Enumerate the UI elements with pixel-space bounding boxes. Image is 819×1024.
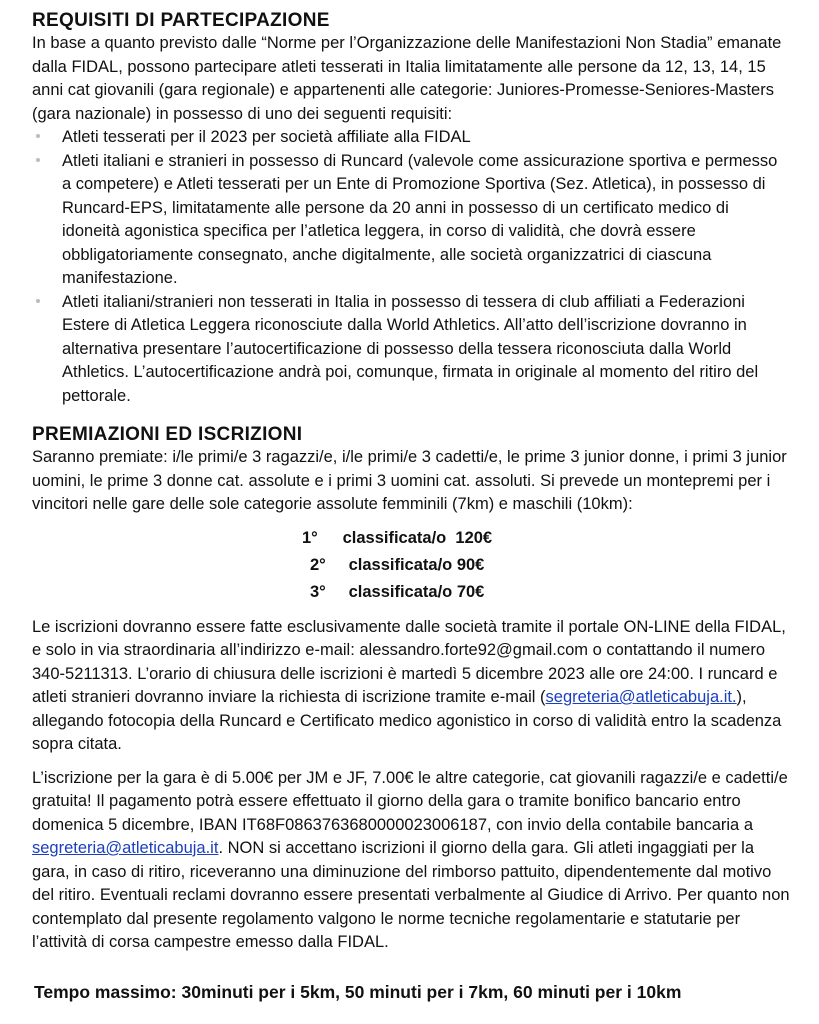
- prize-amount: 70€: [456, 582, 485, 601]
- bullet-icon: [36, 134, 40, 138]
- prize-row: [302, 525, 791, 552]
- requirements-list: [32, 126, 791, 408]
- prize-amount: 90€: [456, 555, 485, 574]
- prize-position: 1°: [302, 528, 318, 547]
- requirement-item: [62, 126, 791, 150]
- requirement-text: Atleti tesserati per il 2023 per società affiliate alla FIDAL: [62, 128, 471, 146]
- prize-table: [32, 525, 791, 606]
- prize-position: 2°: [310, 555, 326, 574]
- bullet-icon: [36, 299, 40, 303]
- max-time-note: Tempo massimo: 30minuti per i 5km, 50 minuti per i 7km, 60 minuti per i 10km: [34, 981, 682, 1002]
- registration-text-end: ), allegando fotocopia della Runcard e Certificato medico agonistico in corso di validità entro la scadenza sopra citata.: [32, 688, 782, 753]
- fee-text: [32, 767, 791, 955]
- fee-email-link[interactable]: segreteria@atleticabuja.it: [32, 839, 219, 857]
- registration-text: [32, 616, 791, 757]
- bullet-icon: [36, 158, 40, 162]
- prize-row: [302, 552, 791, 579]
- requirement-text: Atleti italiani/stranieri non tesserati in Italia in possesso di tessera di club affiliati a Federazioni Estere di Atletica Leggera riconosciute dalla World Athletics. All’atto dell’iscrizione dovranno in alternativa presentare l’autocertificazione di possesso della tessera riconosciuta dalla World Athletics. L’autocertificazione andrà poi, comunque, firmata in originale al momento del ritiro del pettorale.: [62, 292, 759, 405]
- requirement-text: Atleti italiani e stranieri in possesso di Runcard (valevole come assicurazione sportiva e permesso a competere) e Atleti tesserati per un Ente di Promozione Sportiva (Sez. Atletica), in possesso di Runcard-EPS, limitatamente alle persone da 20 anni in possesso di un certificato medico di idoneità agonistica specifica per l’atletica leggera, in corso di validità, che dovrà essere obbligatoriamente consegnato, anche digitalmente, alle società organizzatrici di ciascuna manifestazione.: [62, 151, 778, 287]
- prize-label: classificata/o: [348, 582, 453, 601]
- registration-text-start: Le iscrizioni dovranno essere fatte esclusivamente dalle società tramite il portale ON-LINE della FIDAL, e solo in via straordinaria all’indirizzo e-mail: alessandro.forte92@gmail.com o contattando il numero 340-5211313. L’orario di chiusura delle iscrizioni è martedì 5 dicembre 2023 alle ore 24:00. I runcard e atleti stranieri dovranno inviare la richiesta di iscrizione tramite e-mail (: [32, 617, 786, 706]
- section-title-requisiti: REQUISITI DI PARTECIPAZIONE: [32, 10, 330, 31]
- awards-text: Saranno premiate: i/le primi/e 3 ragazzi/e, i/le primi/e 3 cadetti/e, le prime 3 junior donne, i primi 3 junior uomini, le prime 3 donne cat. assolute e i primi 3 uomini cat. assoluti. Si prevede un montepremi per i vincitori nelle gare delle sole categorie assolute femminili (7km) e maschili (10km):: [32, 448, 787, 513]
- prize-label: classificata/o: [342, 528, 447, 547]
- prize-row: [302, 579, 791, 606]
- fee-text-end: . NON si accettano iscrizioni il giorno della gara. Gli atleti ingaggiati per la gara, in caso di ritiro, riceveranno una diminuzione del rimborso pattuito, dipendentemente dal motivo del ritiro. Eventuali reclami dovranno essere presentati verbalmente al Giudice di Arrivo. Per quanto non contemplato dal presente regolamento valgono le norme tecniche regolamentarie e statutarie per l’attività di corsa campestre emesso dalla FIDAL.: [32, 839, 790, 951]
- prize-label: classificata/o: [348, 555, 453, 574]
- section-title-premiazioni: PREMIAZIONI ED ISCRIZIONI: [32, 424, 303, 445]
- fee-text-start: L’iscrizione per la gara è di 5.00€ per JM e JF, 7.00€ le altre categorie, cat giovanili ragazzi/e e cadetti/e gratuita! Il pagamento potrà essere effettuato il giorno della gara o tramite bonifico bancario entro domenica 5 dicembre, IBAN IT68F0863763680000023006187, con invio della contabile bancaria a: [32, 768, 788, 834]
- prize-amount: 120€: [455, 528, 493, 547]
- requirement-item: [62, 291, 791, 409]
- prize-position: 3°: [310, 582, 326, 601]
- requisiti-intro: In base a quanto previsto dalle “Norme per l’Organizzazione delle Manifestazioni Non Stadia” emanate dalla FIDAL, possono partecipare atleti tesserati in Italia limitatamente alle persone da 12, 13, 14, 15 anni cat giovanili (gara regionale) e appartenenti alle categorie: Juniores-Promesse-Seniores-Masters (gara nazionale) in possesso di uno dei seguenti requisiti:: [32, 34, 782, 123]
- requirement-item: [62, 150, 791, 291]
- registration-email-link[interactable]: segreteria@atleticabuja.it.: [545, 688, 737, 706]
